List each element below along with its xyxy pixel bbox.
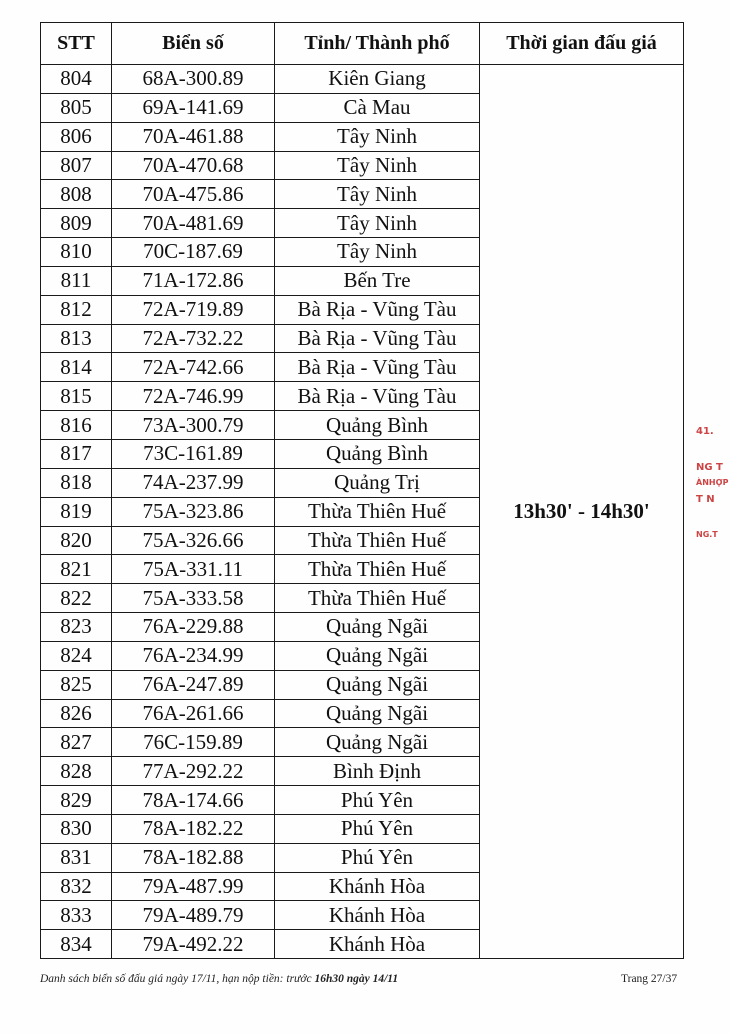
row-plate: 70A-470.68	[112, 151, 275, 180]
red-stamp-fragment	[686, 418, 730, 568]
row-plate: 75A-331.11	[112, 555, 275, 584]
row-province: Khánh Hòa	[275, 901, 480, 930]
row-stt: 812	[41, 295, 112, 324]
row-stt: 818	[41, 468, 112, 497]
row-stt: 829	[41, 786, 112, 815]
row-province: Quảng Ngãi	[275, 670, 480, 699]
stamp-text-2: NG T	[696, 462, 723, 473]
row-stt: 805	[41, 93, 112, 122]
row-plate: 79A-487.99	[112, 872, 275, 901]
row-stt: 804	[41, 65, 112, 94]
auction-time-cell: 13h30' - 14h30'	[480, 65, 684, 959]
row-plate: 76A-247.89	[112, 670, 275, 699]
row-plate: 78A-182.22	[112, 814, 275, 843]
row-province: Phú Yên	[275, 814, 480, 843]
row-stt: 808	[41, 180, 112, 209]
row-stt: 833	[41, 901, 112, 930]
row-plate: 70A-481.69	[112, 209, 275, 238]
row-plate: 73A-300.79	[112, 411, 275, 440]
row-province: Tây Ninh	[275, 151, 480, 180]
row-stt: 825	[41, 670, 112, 699]
row-province: Tây Ninh	[275, 180, 480, 209]
row-province: Bà Rịa - Vũng Tàu	[275, 295, 480, 324]
row-stt: 815	[41, 382, 112, 411]
row-stt: 827	[41, 728, 112, 757]
row-province: Tây Ninh	[275, 122, 480, 151]
row-plate: 72A-719.89	[112, 295, 275, 324]
row-stt: 820	[41, 526, 112, 555]
row-stt: 809	[41, 209, 112, 238]
row-plate: 78A-174.66	[112, 786, 275, 815]
row-province: Phú Yên	[275, 843, 480, 872]
stamp-text-4: T N	[696, 494, 715, 505]
row-stt: 821	[41, 555, 112, 584]
row-province: Thừa Thiên Huế	[275, 497, 480, 526]
row-stt: 828	[41, 757, 112, 786]
row-stt: 814	[41, 353, 112, 382]
row-plate: 75A-326.66	[112, 526, 275, 555]
row-plate: 79A-492.22	[112, 930, 275, 959]
table-header-row	[41, 23, 684, 65]
row-province: Khánh Hòa	[275, 872, 480, 901]
row-plate: 70A-461.88	[112, 122, 275, 151]
row-stt: 810	[41, 238, 112, 267]
row-stt: 826	[41, 699, 112, 728]
header-stt: STT	[41, 23, 112, 65]
row-plate: 74A-237.99	[112, 468, 275, 497]
auction-table	[40, 22, 684, 959]
row-province: Bà Rịa - Vũng Tàu	[275, 353, 480, 382]
row-plate: 70C-187.69	[112, 238, 275, 267]
row-stt: 807	[41, 151, 112, 180]
row-province: Phú Yên	[275, 786, 480, 815]
footer-note-deadline: 16h30 ngày 14/11	[314, 973, 399, 985]
row-plate: 76A-261.66	[112, 699, 275, 728]
row-plate: 72A-732.22	[112, 324, 275, 353]
row-province: Quảng Ngãi	[275, 641, 480, 670]
row-plate: 75A-323.86	[112, 497, 275, 526]
row-province: Bình Định	[275, 757, 480, 786]
table-body	[41, 65, 684, 959]
row-stt: 834	[41, 930, 112, 959]
row-province: Thừa Thiên Huế	[275, 555, 480, 584]
row-stt: 816	[41, 411, 112, 440]
stamp-text-3: ÀNHỢP	[696, 478, 729, 487]
row-province: Quảng Bình	[275, 411, 480, 440]
row-stt: 813	[41, 324, 112, 353]
row-province: Quảng Ngãi	[275, 699, 480, 728]
row-plate: 76A-234.99	[112, 641, 275, 670]
row-province: Quảng Ngãi	[275, 613, 480, 642]
row-province: Tây Ninh	[275, 209, 480, 238]
row-plate: 68A-300.89	[112, 65, 275, 94]
row-plate: 76A-229.88	[112, 613, 275, 642]
row-province: Bà Rịa - Vũng Tàu	[275, 382, 480, 411]
row-plate: 79A-489.79	[112, 901, 275, 930]
row-province: Tây Ninh	[275, 238, 480, 267]
row-plate: 72A-746.99	[112, 382, 275, 411]
row-stt: 830	[41, 814, 112, 843]
row-plate: 73C-161.89	[112, 439, 275, 468]
row-stt: 824	[41, 641, 112, 670]
row-province: Thừa Thiên Huế	[275, 584, 480, 613]
page-number: Trang 27/37	[621, 973, 678, 985]
row-plate: 76C-159.89	[112, 728, 275, 757]
row-plate: 78A-182.88	[112, 843, 275, 872]
row-stt: 811	[41, 266, 112, 295]
row-province: Kiên Giang	[275, 65, 480, 94]
row-province: Khánh Hòa	[275, 930, 480, 959]
row-stt: 823	[41, 613, 112, 642]
footer-note-text: Danh sách biển số đấu giá ngày 17/11, hạn nộp tiền: trước	[40, 973, 312, 985]
stamp-text-1: 41.	[696, 426, 714, 437]
row-stt: 831	[41, 843, 112, 872]
row-stt: 806	[41, 122, 112, 151]
row-plate: 72A-742.66	[112, 353, 275, 382]
row-plate: 75A-333.58	[112, 584, 275, 613]
stamp-text-5: NG.T	[696, 530, 718, 539]
row-plate: 71A-172.86	[112, 266, 275, 295]
footer-note	[40, 973, 398, 985]
header-province: Tỉnh/ Thành phố	[275, 23, 480, 65]
row-stt: 819	[41, 497, 112, 526]
row-province: Quảng Trị	[275, 468, 480, 497]
row-province: Quảng Bình	[275, 439, 480, 468]
header-plate: Biển số	[112, 23, 275, 65]
row-stt: 817	[41, 439, 112, 468]
row-province: Quảng Ngãi	[275, 728, 480, 757]
row-province: Bến Tre	[275, 266, 480, 295]
table-row	[41, 65, 684, 94]
row-stt: 822	[41, 584, 112, 613]
row-province: Cà Mau	[275, 93, 480, 122]
row-province: Bà Rịa - Vũng Tàu	[275, 324, 480, 353]
row-plate: 77A-292.22	[112, 757, 275, 786]
row-province: Thừa Thiên Huế	[275, 526, 480, 555]
row-plate: 69A-141.69	[112, 93, 275, 122]
row-stt: 832	[41, 872, 112, 901]
header-auction-time: Thời gian đấu giá	[480, 23, 684, 65]
row-plate: 70A-475.86	[112, 180, 275, 209]
